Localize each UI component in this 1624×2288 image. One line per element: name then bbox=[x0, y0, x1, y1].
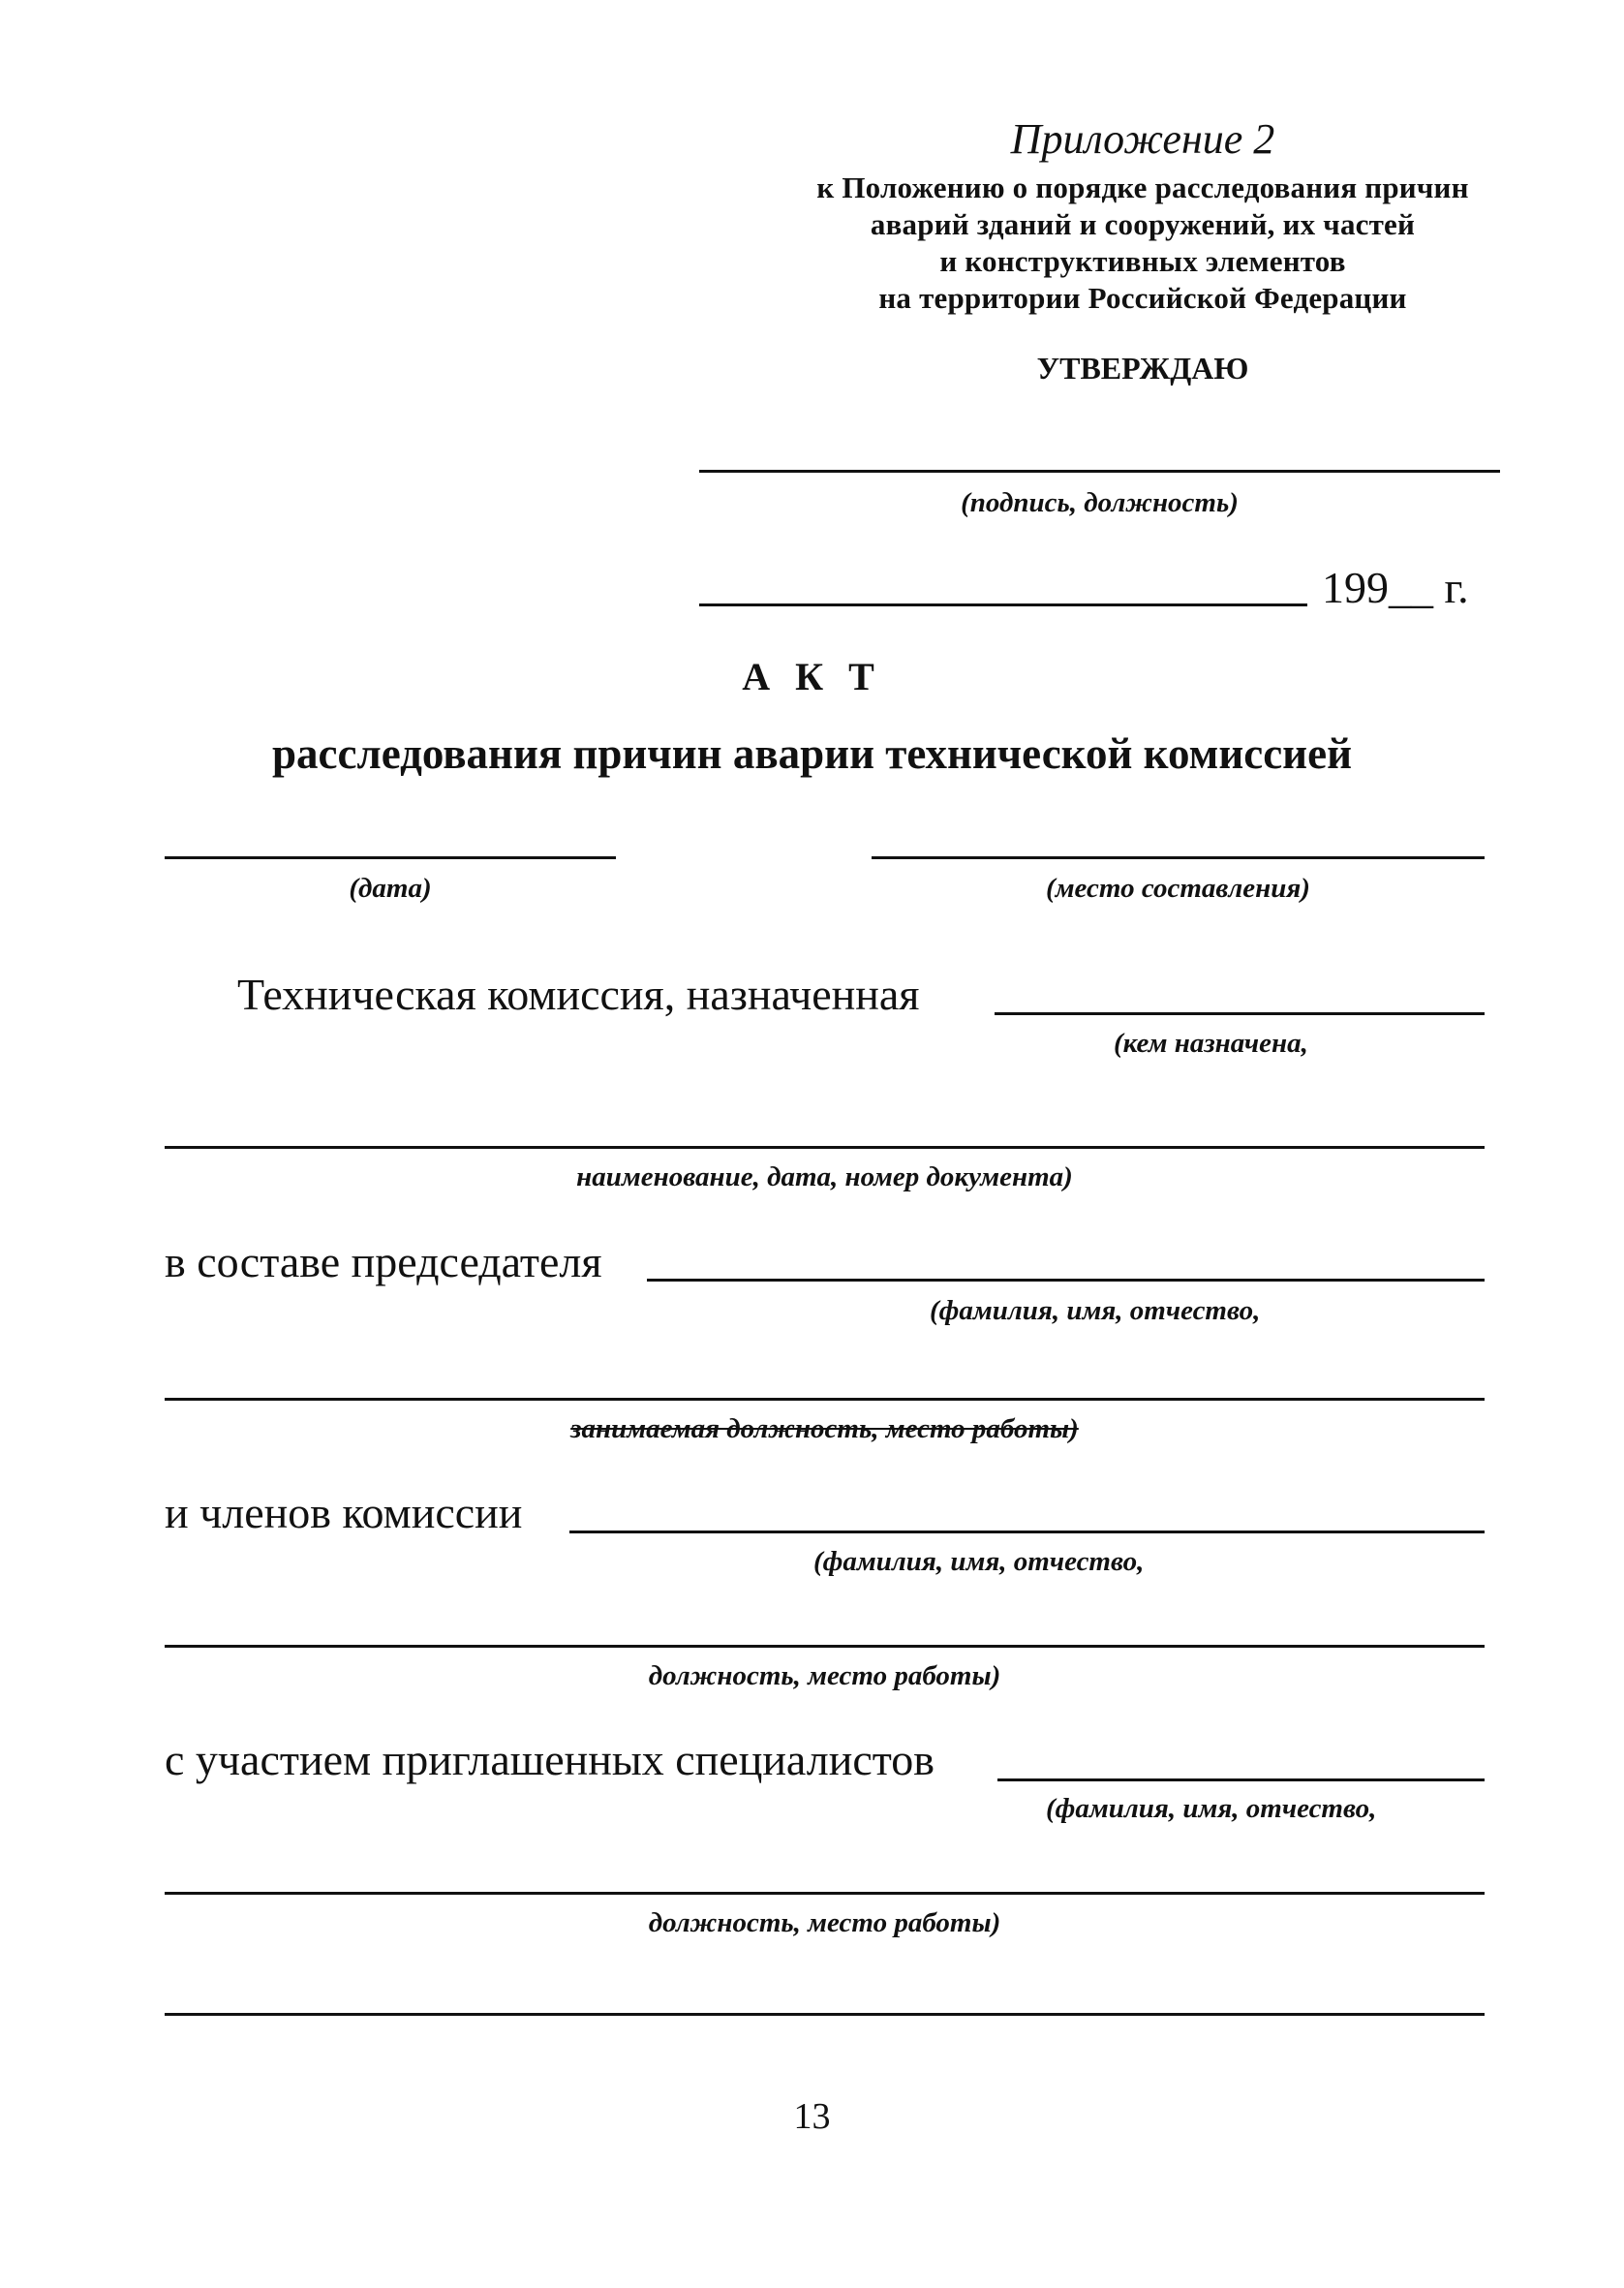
members-caption-1: (фамилия, имя, отчество, bbox=[813, 1546, 1145, 1577]
approval-year: 199__ г. bbox=[1322, 563, 1469, 612]
commission-caption-2: наименование, дата, номер документа) bbox=[576, 1161, 1073, 1192]
place-caption: (место составления) bbox=[1046, 873, 1310, 904]
appendix-title: Приложение 2 bbox=[1010, 115, 1275, 163]
specialists-caption-2: должность, место работы) bbox=[648, 1907, 1001, 1938]
commission-caption-1: (кем назначена, bbox=[1114, 1028, 1308, 1059]
chairman-position-line bbox=[165, 1398, 1485, 1401]
chairman-name-line bbox=[647, 1279, 1485, 1282]
specialists-name-line bbox=[997, 1778, 1485, 1781]
specialists-position-line bbox=[165, 1892, 1485, 1895]
act-subtitle: расследования причин аварии технической комиссией bbox=[271, 729, 1353, 778]
page-number: 13 bbox=[793, 2096, 831, 2137]
specialists-lead: с участием приглашенных специалистов bbox=[165, 1735, 935, 1784]
members-position-line bbox=[165, 1645, 1485, 1648]
commission-appointed-line bbox=[995, 1012, 1485, 1015]
members-lead: и членов комиссии bbox=[165, 1488, 523, 1537]
members-name-line bbox=[569, 1530, 1485, 1533]
chairman-caption-1: (фамилия, имя, отчество, bbox=[930, 1295, 1261, 1326]
appendix-line-3: и конструктивных элементов bbox=[939, 244, 1346, 278]
extra-blank-line bbox=[165, 2013, 1485, 2016]
commission-doc-line bbox=[165, 1146, 1485, 1149]
chairman-caption-2: занимаемая должность, место работы) bbox=[570, 1413, 1079, 1444]
act-title: А К Т bbox=[742, 655, 882, 698]
specialists-caption-1: (фамилия, имя, отчество, bbox=[1046, 1793, 1377, 1824]
appendix-line-1: к Положению о порядке расследования причин bbox=[816, 170, 1469, 204]
appendix-line-4: на территории Российской Федерации bbox=[878, 281, 1407, 315]
approval-date-line bbox=[699, 603, 1307, 606]
place-line bbox=[872, 856, 1485, 859]
commission-lead: Техническая комиссия, назначенная bbox=[237, 970, 920, 1019]
approval-label: УТВЕРЖДАЮ bbox=[1036, 351, 1249, 386]
signature-line bbox=[699, 470, 1500, 473]
chairman-lead: в составе председателя bbox=[165, 1237, 602, 1286]
signature-caption: (подпись, должность) bbox=[961, 487, 1239, 518]
appendix-line-2: аварий зданий и сооружений, их частей bbox=[870, 207, 1416, 241]
date-line bbox=[165, 856, 616, 859]
date-caption: (дата) bbox=[349, 873, 432, 904]
members-caption-2: должность, место работы) bbox=[648, 1660, 1001, 1691]
